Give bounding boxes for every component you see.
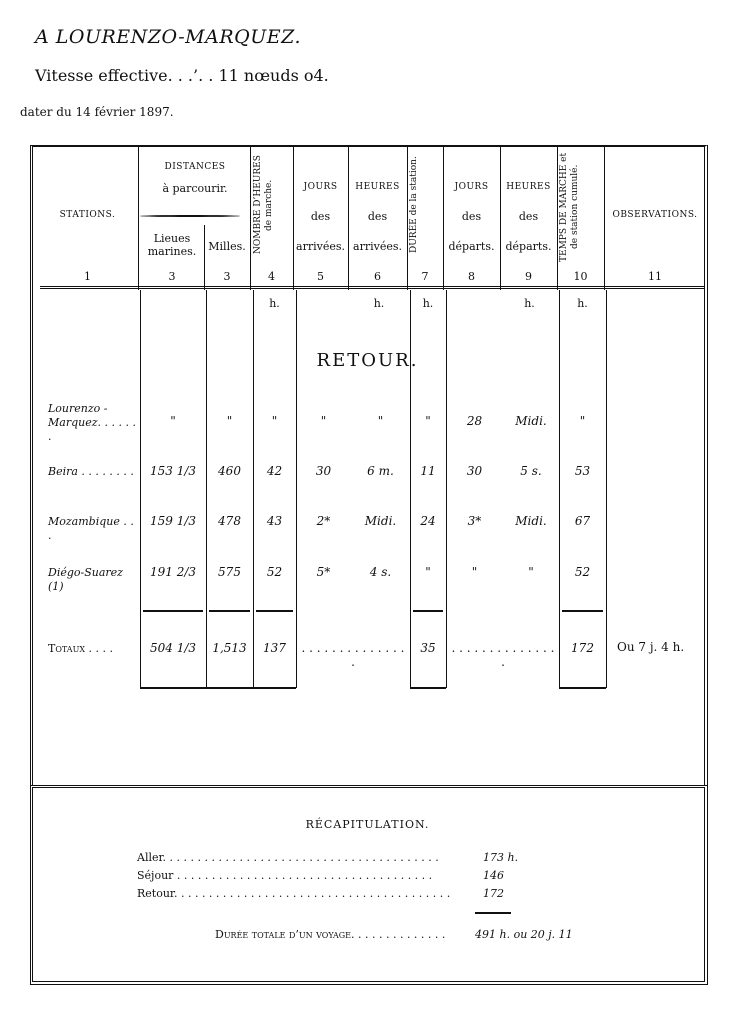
date-line: dater du 14 février 1897. bbox=[20, 105, 174, 119]
cell-duree: " bbox=[425, 565, 431, 579]
total-heures: 137 bbox=[263, 641, 286, 655]
dot-leader: . . . . . . . . . . . . . . . bbox=[451, 641, 555, 669]
cell-jour-arr: " bbox=[320, 414, 327, 428]
cell-jour-dep: " bbox=[471, 565, 478, 579]
unit-hours: h. bbox=[373, 297, 385, 310]
cell-heures: 52 bbox=[266, 565, 283, 579]
cell-heures: " bbox=[271, 414, 278, 428]
cell-jour-arr: 30 bbox=[315, 464, 332, 478]
recap-aller-label: Aller. . . . . . . . . . . . . . . . . . . . . . . . . . . . . . . . . . . . . . . . bbox=[137, 851, 439, 864]
header-duree-station: DURÉE de la station. bbox=[409, 156, 419, 254]
section-title: RETOUR. bbox=[316, 350, 419, 371]
col-number: 7 bbox=[421, 270, 429, 283]
sum-rule bbox=[143, 610, 203, 612]
cell-milles: 575 bbox=[218, 565, 241, 579]
header-jours-arr-c: arrivées. bbox=[296, 240, 345, 253]
sum-rule bbox=[256, 610, 293, 612]
cell-duree: 11 bbox=[420, 464, 436, 478]
cell-duree: " bbox=[425, 414, 431, 428]
recap-total-label: Durée totale d’un voyage. . . . . . . . . . . . . . bbox=[215, 928, 446, 941]
cell-jour-dep: 3* bbox=[467, 514, 482, 528]
recap-sum-rule bbox=[475, 912, 511, 914]
header-heures-arr-b: des bbox=[367, 210, 388, 223]
total-milles: 1,513 bbox=[212, 641, 247, 655]
cell-heure-dep: Midi. bbox=[515, 414, 547, 428]
header-jours-arr-b: des bbox=[310, 210, 331, 223]
cell-heure-dep: Midi. bbox=[515, 514, 547, 528]
header-lieues: Lieues marines. bbox=[147, 232, 197, 259]
dot-leader: . . . . . . . . . . . . . . . bbox=[301, 641, 405, 669]
header-distances: DISTANCES bbox=[164, 162, 226, 172]
col-number: 8 bbox=[468, 270, 475, 283]
cell-cumul: " bbox=[579, 414, 586, 428]
cell-heures: 42 bbox=[266, 464, 283, 478]
cell-cumul: 53 bbox=[574, 464, 591, 478]
total-observation: Ou 7 j. 4 h. bbox=[617, 640, 685, 654]
document-title: A LOURENZO-MARQUEZ. bbox=[35, 26, 302, 48]
header-rule bbox=[40, 286, 705, 289]
cell-milles: " bbox=[226, 414, 233, 428]
header-jours-dep-a: JOURS bbox=[454, 182, 489, 192]
recap-sejour-value: 146 bbox=[483, 869, 504, 882]
recap-total-value: 491 h. ou 20 j. 11 bbox=[475, 928, 573, 941]
cell-heure-arr: 6 m. bbox=[367, 464, 394, 478]
recap-sejour-label: Séjour . . . . . . . . . . . . . . . . . . . . . . . . . . . . . . . . . . . . . bbox=[137, 869, 433, 882]
unit-hours: h. bbox=[577, 297, 588, 310]
header-observations: OBSERVATIONS. bbox=[612, 210, 698, 220]
col-number: 3 bbox=[168, 270, 176, 283]
station-name: Lourenzo - Marquez. . . . . . . bbox=[48, 402, 136, 443]
header-heures-marche: NOMBRE D’HEURES de marche. bbox=[253, 155, 274, 255]
recap-frame bbox=[30, 785, 708, 985]
recap-retour-value: 172 bbox=[483, 887, 504, 900]
cell-heure-arr: " bbox=[377, 414, 384, 428]
cell-duree: 24 bbox=[420, 514, 436, 528]
closing-rule bbox=[140, 687, 296, 689]
closing-rule bbox=[559, 687, 606, 689]
sum-rule bbox=[413, 610, 443, 612]
recap-retour-label: Retour. . . . . . . . . . . . . . . . . . . . . . . . . . . . . . . . . . . . . . . . bbox=[137, 887, 451, 900]
sum-rule bbox=[209, 610, 250, 612]
total-cumul: 172 bbox=[571, 641, 594, 655]
speed-line: Vitesse effective. . .’. . 11 nœuds o4. bbox=[35, 66, 329, 85]
header-temps-marche: TEMPS DE MARCHE et de station cumulé. bbox=[559, 152, 580, 262]
header-heures-arr-a: HEURES bbox=[355, 182, 400, 192]
cell-heure-arr: 4 s. bbox=[369, 565, 392, 579]
col-divider bbox=[407, 145, 408, 290]
total-lieues: 504 1/3 bbox=[149, 641, 197, 655]
unit-hours: h. bbox=[269, 297, 280, 310]
unit-hours: h. bbox=[422, 297, 434, 310]
col-number: 11 bbox=[648, 270, 662, 283]
col-number: 3 bbox=[223, 270, 231, 283]
col-number: 10 bbox=[573, 270, 588, 283]
col-number: 6 bbox=[374, 270, 381, 283]
cell-lieues: 153 1/3 bbox=[149, 464, 197, 478]
cell-lieues: 159 1/3 bbox=[149, 514, 197, 528]
station-name: Diégo-Suarez (1) bbox=[48, 566, 123, 593]
cell-milles: 460 bbox=[218, 464, 241, 478]
col-divider bbox=[604, 145, 605, 290]
header-heures-dep-a: HEURES bbox=[506, 182, 551, 192]
col-number: 5 bbox=[317, 270, 324, 283]
station-name: Beira . . . . . . . . bbox=[48, 465, 134, 478]
cell-jour-arr: 2* bbox=[316, 514, 331, 528]
unit-hours: h. bbox=[524, 297, 535, 310]
cell-heure-dep: " bbox=[528, 565, 534, 579]
recap-title: RÉCAPITULATION. bbox=[305, 818, 430, 831]
col-divider bbox=[557, 145, 558, 290]
cell-cumul: 52 bbox=[574, 565, 591, 579]
total-duree: 35 bbox=[420, 641, 436, 655]
col-number: 9 bbox=[525, 270, 532, 283]
header-heures-dep-c: départs. bbox=[505, 240, 552, 253]
cell-heures: 43 bbox=[266, 514, 283, 528]
cell-jour-arr: 5* bbox=[316, 565, 331, 579]
header-a-parcourir: à parcourir. bbox=[162, 182, 228, 195]
totals-label: Totaux . . . . bbox=[48, 642, 113, 655]
cell-cumul: 67 bbox=[574, 514, 591, 528]
cell-lieues: 191 2/3 bbox=[149, 565, 197, 579]
header-jours-dep-c: départs. bbox=[448, 240, 495, 253]
header-jours-dep-b: des bbox=[461, 210, 482, 223]
header-milles: Milles. bbox=[208, 240, 246, 253]
cell-milles: 478 bbox=[218, 514, 241, 528]
cell-jour-dep: 28 bbox=[466, 414, 483, 428]
col-number: 1 bbox=[84, 270, 91, 283]
header-heures-dep-b: des bbox=[518, 210, 539, 223]
station-name: Mozambique . . . bbox=[48, 515, 134, 542]
cell-lieues: " bbox=[170, 414, 176, 428]
col-number: 4 bbox=[268, 270, 275, 283]
header-heures-arr-c: arrivées. bbox=[353, 240, 402, 253]
sum-rule bbox=[562, 610, 603, 612]
recap-aller-value: 173 h. bbox=[483, 851, 519, 864]
cell-jour-dep: 30 bbox=[466, 464, 483, 478]
brace bbox=[140, 215, 240, 217]
header-stations: STATIONS. bbox=[59, 210, 116, 220]
header-jours-arr-a: JOURS bbox=[303, 182, 338, 192]
cell-heure-arr: Midi. bbox=[364, 514, 397, 528]
col-divider bbox=[250, 145, 251, 290]
closing-rule bbox=[410, 687, 446, 689]
col-divider bbox=[138, 145, 139, 290]
cell-heure-dep: 5 s. bbox=[520, 464, 542, 478]
